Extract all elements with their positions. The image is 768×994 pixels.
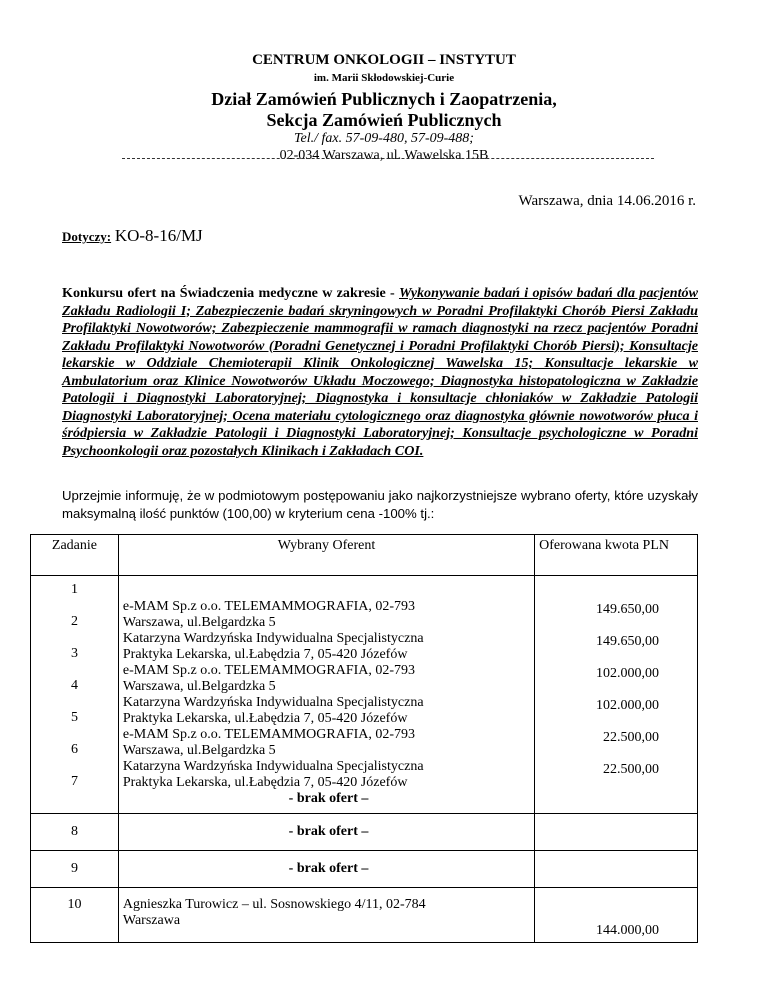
reference-label: Dotyczy: — [62, 229, 112, 244]
amount-empty — [535, 851, 698, 888]
task-number: 10 — [31, 888, 119, 943]
offerent-line: Warszawa, ul.Belgardzka 5 — [122, 743, 276, 758]
no-offers-label: - brak ofert – — [118, 851, 534, 888]
results-table — [30, 534, 698, 943]
table-row — [31, 888, 698, 943]
header-divider — [122, 158, 654, 159]
institution-subtitle: im. Marii Skłodowskiej-Curie — [313, 72, 455, 84]
amount-value: 102.000,00 — [596, 698, 659, 713]
subject-paragraph — [62, 285, 698, 460]
offerent-line: e-MAM Sp.z o.o. TELEMAMMOGRAFIA, 02-793 — [122, 727, 416, 742]
task-number: 5 — [70, 710, 78, 725]
offerent-line: Warszawa — [122, 913, 181, 928]
task-numbers-cell — [31, 576, 119, 814]
task-number: 4 — [70, 678, 78, 693]
amount-value: 144.000,00 — [535, 888, 698, 943]
header-task: Zadanie — [31, 535, 119, 576]
reference-line — [62, 226, 203, 246]
amount-value: 22.500,00 — [603, 762, 659, 777]
offerent-line: Agnieszka Turowicz – ul. Sosnowskiego 4/11, 02-784 — [122, 897, 426, 912]
subject-scope: Wykonywanie badań i opisów badań dla pacjentów Zakładu Radiologii I; Zabezpieczenie badań skryningowych w Poradni Profilaktyki Chorób Piersi Zakładu Profilaktyki Nowotworów; Zabezpieczenie mammografii w ramach diagnostyki na rzecz pacjentów Poradni Zakładu Profilaktyki Nowotworów (Poradni Genetycznej i Poradni Profilaktyki Chorób Piersi); Konsultacje lekarskie w Oddziale Chemioterapii Klinik Onkologicznej Wawelska 15; Konsultacje lekarskie w Ambulatorium oraz Klinice Nowotworów Układu Moczowego; Diagnostyka histopatologiczna w Zakładzie Patologii i Diagnostyki Laboratoryjnej; Diagnostyka i konsultacje chłoniaków w Zakładzie Patologii Diagnostyki Laboratoryjnej; Ocena materiału cytologicznego oraz diagnostyka głównie nowotworów płuca i śródpiersia w Zakładzie Patologii i Diagnostyki Laboratoryjnej; Konsultacje psychologiczne w Poradni Psychoonkologii oraz pozostałych Klinikach i Zakładach COI. — [62, 285, 698, 459]
task-number: 3 — [70, 646, 78, 661]
task-number: 7 — [70, 774, 78, 789]
amount-value: 102.000,00 — [596, 666, 659, 681]
task-number: 1 — [70, 582, 78, 597]
offerent-line: Warszawa, ul.Belgardzka 5 — [122, 615, 276, 630]
task-number: 2 — [70, 614, 78, 629]
offerent-line: Praktyka Lekarska, ul.Łabędzia 7, 05-420 Józefów — [122, 647, 408, 662]
task-number: 6 — [70, 742, 78, 757]
phone-fax: Tel./ fax. 57-09-480, 57-09-488; — [294, 131, 474, 146]
offerent-line: Katarzyna Wardzyńska Indywidualna Specjalistyczna — [122, 759, 424, 774]
section-name: Sekcja Zamówień Publicznych — [266, 110, 502, 130]
table-header-row — [31, 535, 698, 576]
offerent-line: e-MAM Sp.z o.o. TELEMAMMOGRAFIA, 02-793 — [122, 663, 416, 678]
amount-empty — [535, 814, 698, 851]
table-row — [31, 576, 698, 814]
task-number: 8 — [31, 814, 119, 851]
no-offers-label: - brak ofert – — [118, 814, 534, 851]
subject-lead: Konkursu ofert na Świadczenia medyczne w zakresie - — [62, 285, 399, 301]
department-name: Dział Zamówień Publicznych i Zaopatrzenia, — [211, 89, 557, 109]
offerent-line: Warszawa, ul.Belgardzka 5 — [122, 679, 276, 694]
header-offerent: Wybrany Oferent — [118, 535, 534, 576]
date-line: Warszawa, dnia 14.06.2016 r. — [518, 193, 696, 209]
table-row — [31, 851, 698, 888]
no-offers-label: - brak ofert – — [288, 791, 369, 806]
offerent-line: Praktyka Lekarska, ul.Łabędzia 7, 05-420 Józefów — [122, 711, 408, 726]
amounts-cell — [535, 576, 698, 814]
amount-value: 22.500,00 — [603, 730, 659, 745]
header-amount: Oferowana kwota PLN — [535, 535, 698, 576]
intro-paragraph: Uprzejmie informuję, że w podmiotowym postępowaniu jako najkorzystniejsze wybrano oferty, które uzyskały maksymalną ilość punktów (100,00) w kryterium cena -100% tj.: — [62, 488, 698, 521]
offerent-line: Praktyka Lekarska, ul.Łabędzia 7, 05-420 Józefów — [122, 775, 408, 790]
institution-name: CENTRUM ONKOLOGII – INSTYTUT — [252, 52, 516, 68]
task-number: 9 — [31, 851, 119, 888]
amount-value: 149.650,00 — [596, 634, 659, 649]
table-row — [31, 814, 698, 851]
offerent-line: Katarzyna Wardzyńska Indywidualna Specjalistyczna — [122, 631, 424, 646]
address: 02-034 Warszawa, ul. Wawelska 15B — [279, 148, 489, 163]
offerent-line: Katarzyna Wardzyńska Indywidualna Specjalistyczna — [122, 695, 424, 710]
reference-number: KO-8-16/MJ — [114, 226, 203, 245]
offerent-line: e-MAM Sp.z o.o. TELEMAMMOGRAFIA, 02-793 — [122, 599, 416, 614]
offerent-cell — [118, 888, 534, 943]
amount-value: 149.650,00 — [596, 602, 659, 617]
offerents-cell — [118, 576, 534, 814]
